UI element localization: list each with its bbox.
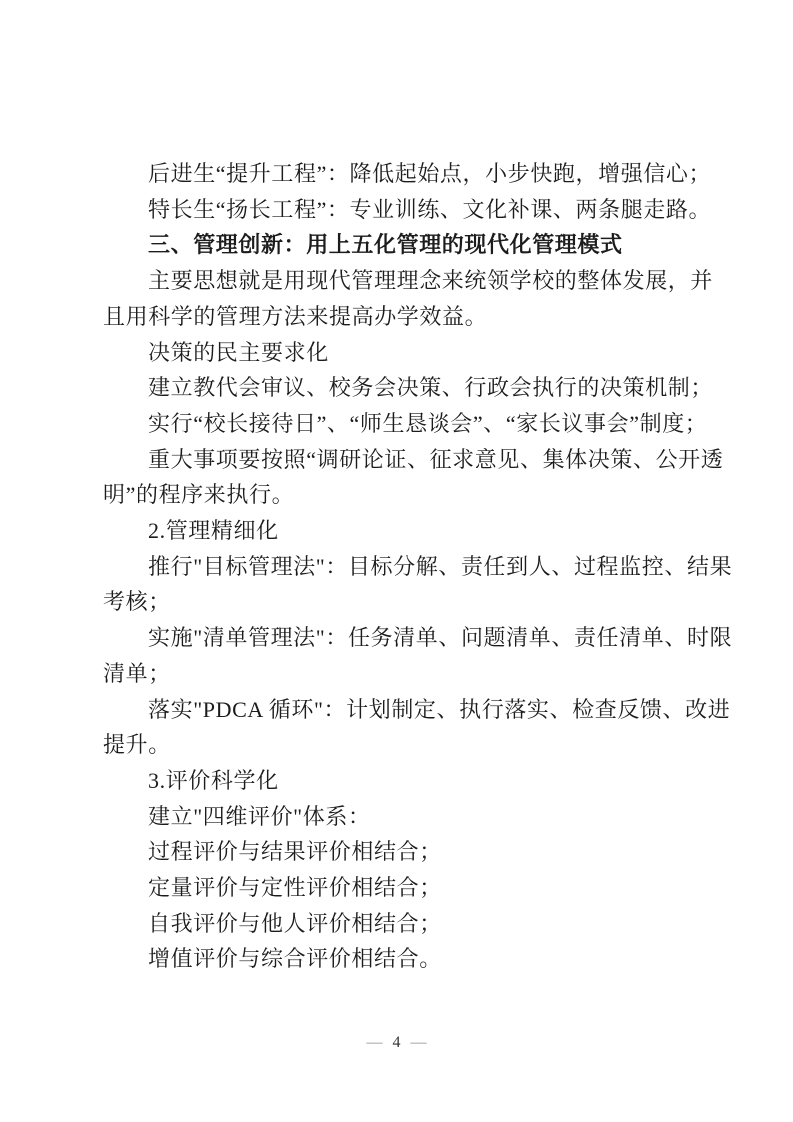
text-line: 主要思想就是用现代管理理念来统领学校的整体发展，并 (148, 268, 714, 294)
text-line: 特长生“扬长工程”：专业训练、文化补课、两条腿走路。 (148, 196, 712, 222)
text-line: 提升。 (103, 732, 171, 758)
footer-left-dash: — (366, 1034, 383, 1051)
text-line: 且用科学的管理方法来提高办学效益。 (103, 303, 488, 329)
text-line: 考核； (103, 589, 171, 615)
page-number: 4 (392, 1034, 401, 1051)
text-line: 清单； (103, 660, 171, 686)
footer-right-dash: — (410, 1034, 427, 1051)
text-line: 实施"清单管理法"：任务清单、问题清单、责任清单、时限 (148, 625, 733, 651)
text-line: 实行“校长接待日”、“师生恳谈会”、“家长议事会”制度； (148, 410, 708, 436)
text-line: 三、管理创新：用上五化管理的现代化管理模式 (148, 232, 623, 258)
text-line: 推行"目标管理法"：目标分解、责任到人、过程监控、结果 (148, 553, 733, 579)
document-body (103, 156, 733, 977)
text-line: 重大事项要按照“调研论证、征求意见、集体决策、公开透 (148, 446, 724, 472)
text-line: 建立"四维评价"体系： (148, 803, 371, 829)
text-line: 后进生“提升工程”：降低起始点，小步快跑，增强信心； (148, 161, 712, 186)
text-line: 3.评价科学化 (148, 767, 279, 793)
text-line: 决策的民主要求化 (148, 339, 329, 365)
text-line: 明”的程序来执行。 (103, 482, 295, 508)
page-footer (0, 1032, 793, 1054)
text-line: 2.管理精细化 (148, 518, 279, 544)
text-line: 增值评价与综合评价相结合。 (148, 946, 442, 972)
text-line: 过程评价与结果评价相结合； (148, 839, 442, 865)
text-line: 建立教代会审议、校务会决策、行政会执行的决策机制； (148, 375, 714, 401)
text-line: 定量评价与定性评价相结合； (148, 875, 442, 901)
text-line: 自我评价与他人评价相结合； (148, 910, 442, 936)
text-line: 落实"PDCA 循环"：计划制定、执行落实、检查反馈、改进 (148, 696, 731, 722)
